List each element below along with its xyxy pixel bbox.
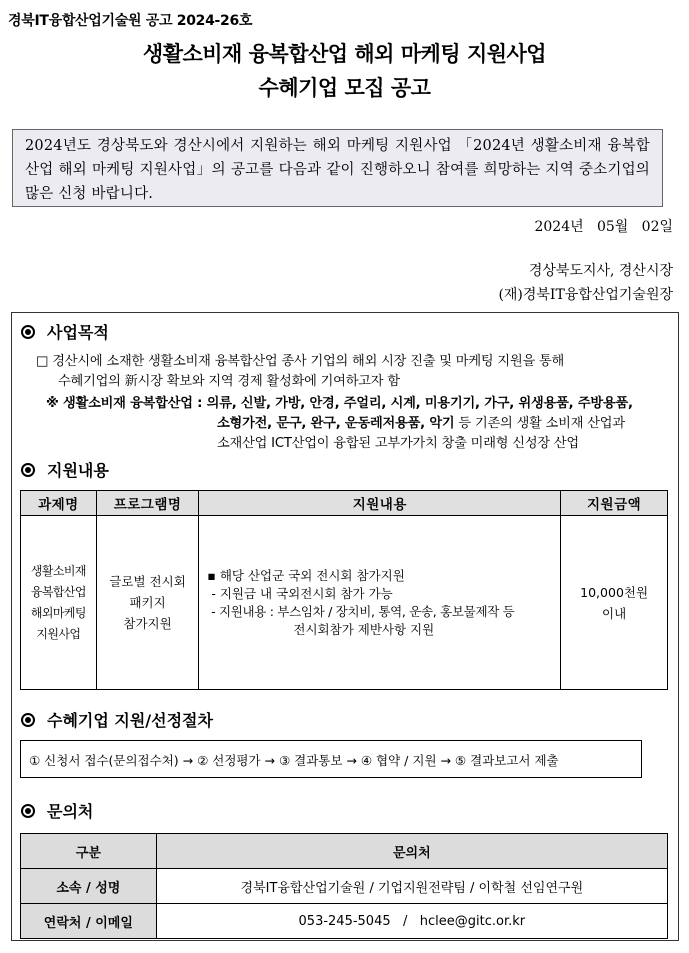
signatory-line2: (재)경북IT융합산업기술원장 xyxy=(498,287,673,303)
signatory-line1: 경상북도지사, 경산시장 xyxy=(528,263,673,279)
row-value: 053-245-5045 / hclee@gitc.or.kr xyxy=(156,904,667,939)
section-title: 문의처 xyxy=(47,802,94,821)
support-table xyxy=(20,490,668,690)
page-subtitle: 수혜기업 모집 공고 xyxy=(258,76,431,100)
purpose-line1: □ 경산시에 소재한 생활소비재 융복합산업 종사 기업의 해외 시장 진출 및 마케팅 지원을 통해 xyxy=(36,354,565,369)
row-label: 연락처 / 이메일 xyxy=(21,904,157,939)
section-contact-heading xyxy=(21,799,93,822)
purpose-item xyxy=(36,352,672,392)
row-value: 경북IT융합산업기술원 / 기업지원전략팀 / 이학철 선임연구원 xyxy=(156,869,667,904)
note-label: ※ 생활소비재 융복합산업 : xyxy=(46,396,207,411)
task-cell: 생활소비재 융복합산업 해외마케팅 지원사업 xyxy=(21,516,97,690)
section-support-heading xyxy=(21,458,109,481)
section-bullet-icon xyxy=(21,325,35,339)
industry-note xyxy=(46,394,672,454)
section-title: 사업목적 xyxy=(47,323,109,342)
intro-box: 2024년도 경상북도와 경산시에서 지원하는 해외 마케팅 지원사업 「2024년 생활소비재 융복합산업 해외 마케팅 지원사업」의 공고를 다음과 같이 진행하오니 참여를 희망하는 지역 중소기업의 많은 신청 바랍니다. xyxy=(12,129,663,207)
amount-cell: 10,000천원 이내 xyxy=(561,516,668,690)
page-title: 생활소비재 융복합산업 해외 마케팅 지원사업 xyxy=(142,42,547,66)
note-bold1: 의류, 신발, 가방, 안경, 주얼리, 시계, 미용기기, 가구, 위생용품, 주방용품, xyxy=(206,396,633,411)
procedure-box: ① 신청서 접수(문의접수처) → ② 선정평가 → ③ 결과통보 → ④ 협약 / 지원 → ⑤ 결과보고서 제출 xyxy=(20,740,642,778)
notice-number: 경북IT융합산업기술원 공고 2024-26호 xyxy=(8,13,253,29)
table-row xyxy=(21,516,668,690)
table-header-row xyxy=(21,834,668,869)
col-header: 구분 xyxy=(21,834,157,869)
section-purpose-heading xyxy=(21,320,109,343)
row-label: 소속 / 성명 xyxy=(21,869,157,904)
section-bullet-icon xyxy=(21,804,35,818)
contact-table xyxy=(20,833,668,939)
program-cell: 글로벌 전시회 패키지 참가지원 xyxy=(96,516,199,690)
col-header: 과제명 xyxy=(21,491,97,516)
note-bold2: 소형가전, 문구, 완구, 운동레저용품, 악기 xyxy=(217,416,455,431)
col-header: 문의처 xyxy=(156,834,667,869)
col-header: 지원내용 xyxy=(199,491,561,516)
col-header: 지원금액 xyxy=(561,491,668,516)
section-bullet-icon xyxy=(21,463,35,477)
table-header-row xyxy=(21,491,668,516)
table-row xyxy=(21,904,668,939)
col-header: 프로그램명 xyxy=(96,491,199,516)
section-title: 수혜기업 지원/선정절차 xyxy=(47,711,213,730)
section-bullet-icon xyxy=(21,713,35,727)
table-row xyxy=(21,869,668,904)
purpose-line2: 수혜기업의 新시장 확보와 지역 경제 활성화에 기여하고자 함 xyxy=(58,374,400,389)
section-procedure-heading xyxy=(21,708,213,731)
announcement-date: 2024년 05월 02일 xyxy=(534,219,673,235)
note-rest2: 등 기존의 생활 소비재 산업과 xyxy=(454,416,625,431)
note-line3: 소재산업 ICT산업이 융합된 고부가가치 창출 미래형 신성장 산업 xyxy=(217,436,579,451)
section-title: 지원내용 xyxy=(47,461,109,480)
content-cell: ▪ 해당 산업군 국외 전시회 참가지원 - 지원금 내 국외전시회 참가 가능 - 지원내용 : 부스임차 / 장치비, 통역, 운송, 홍보물제작 등 전시회참가 제반사항 지원 xyxy=(199,516,561,690)
